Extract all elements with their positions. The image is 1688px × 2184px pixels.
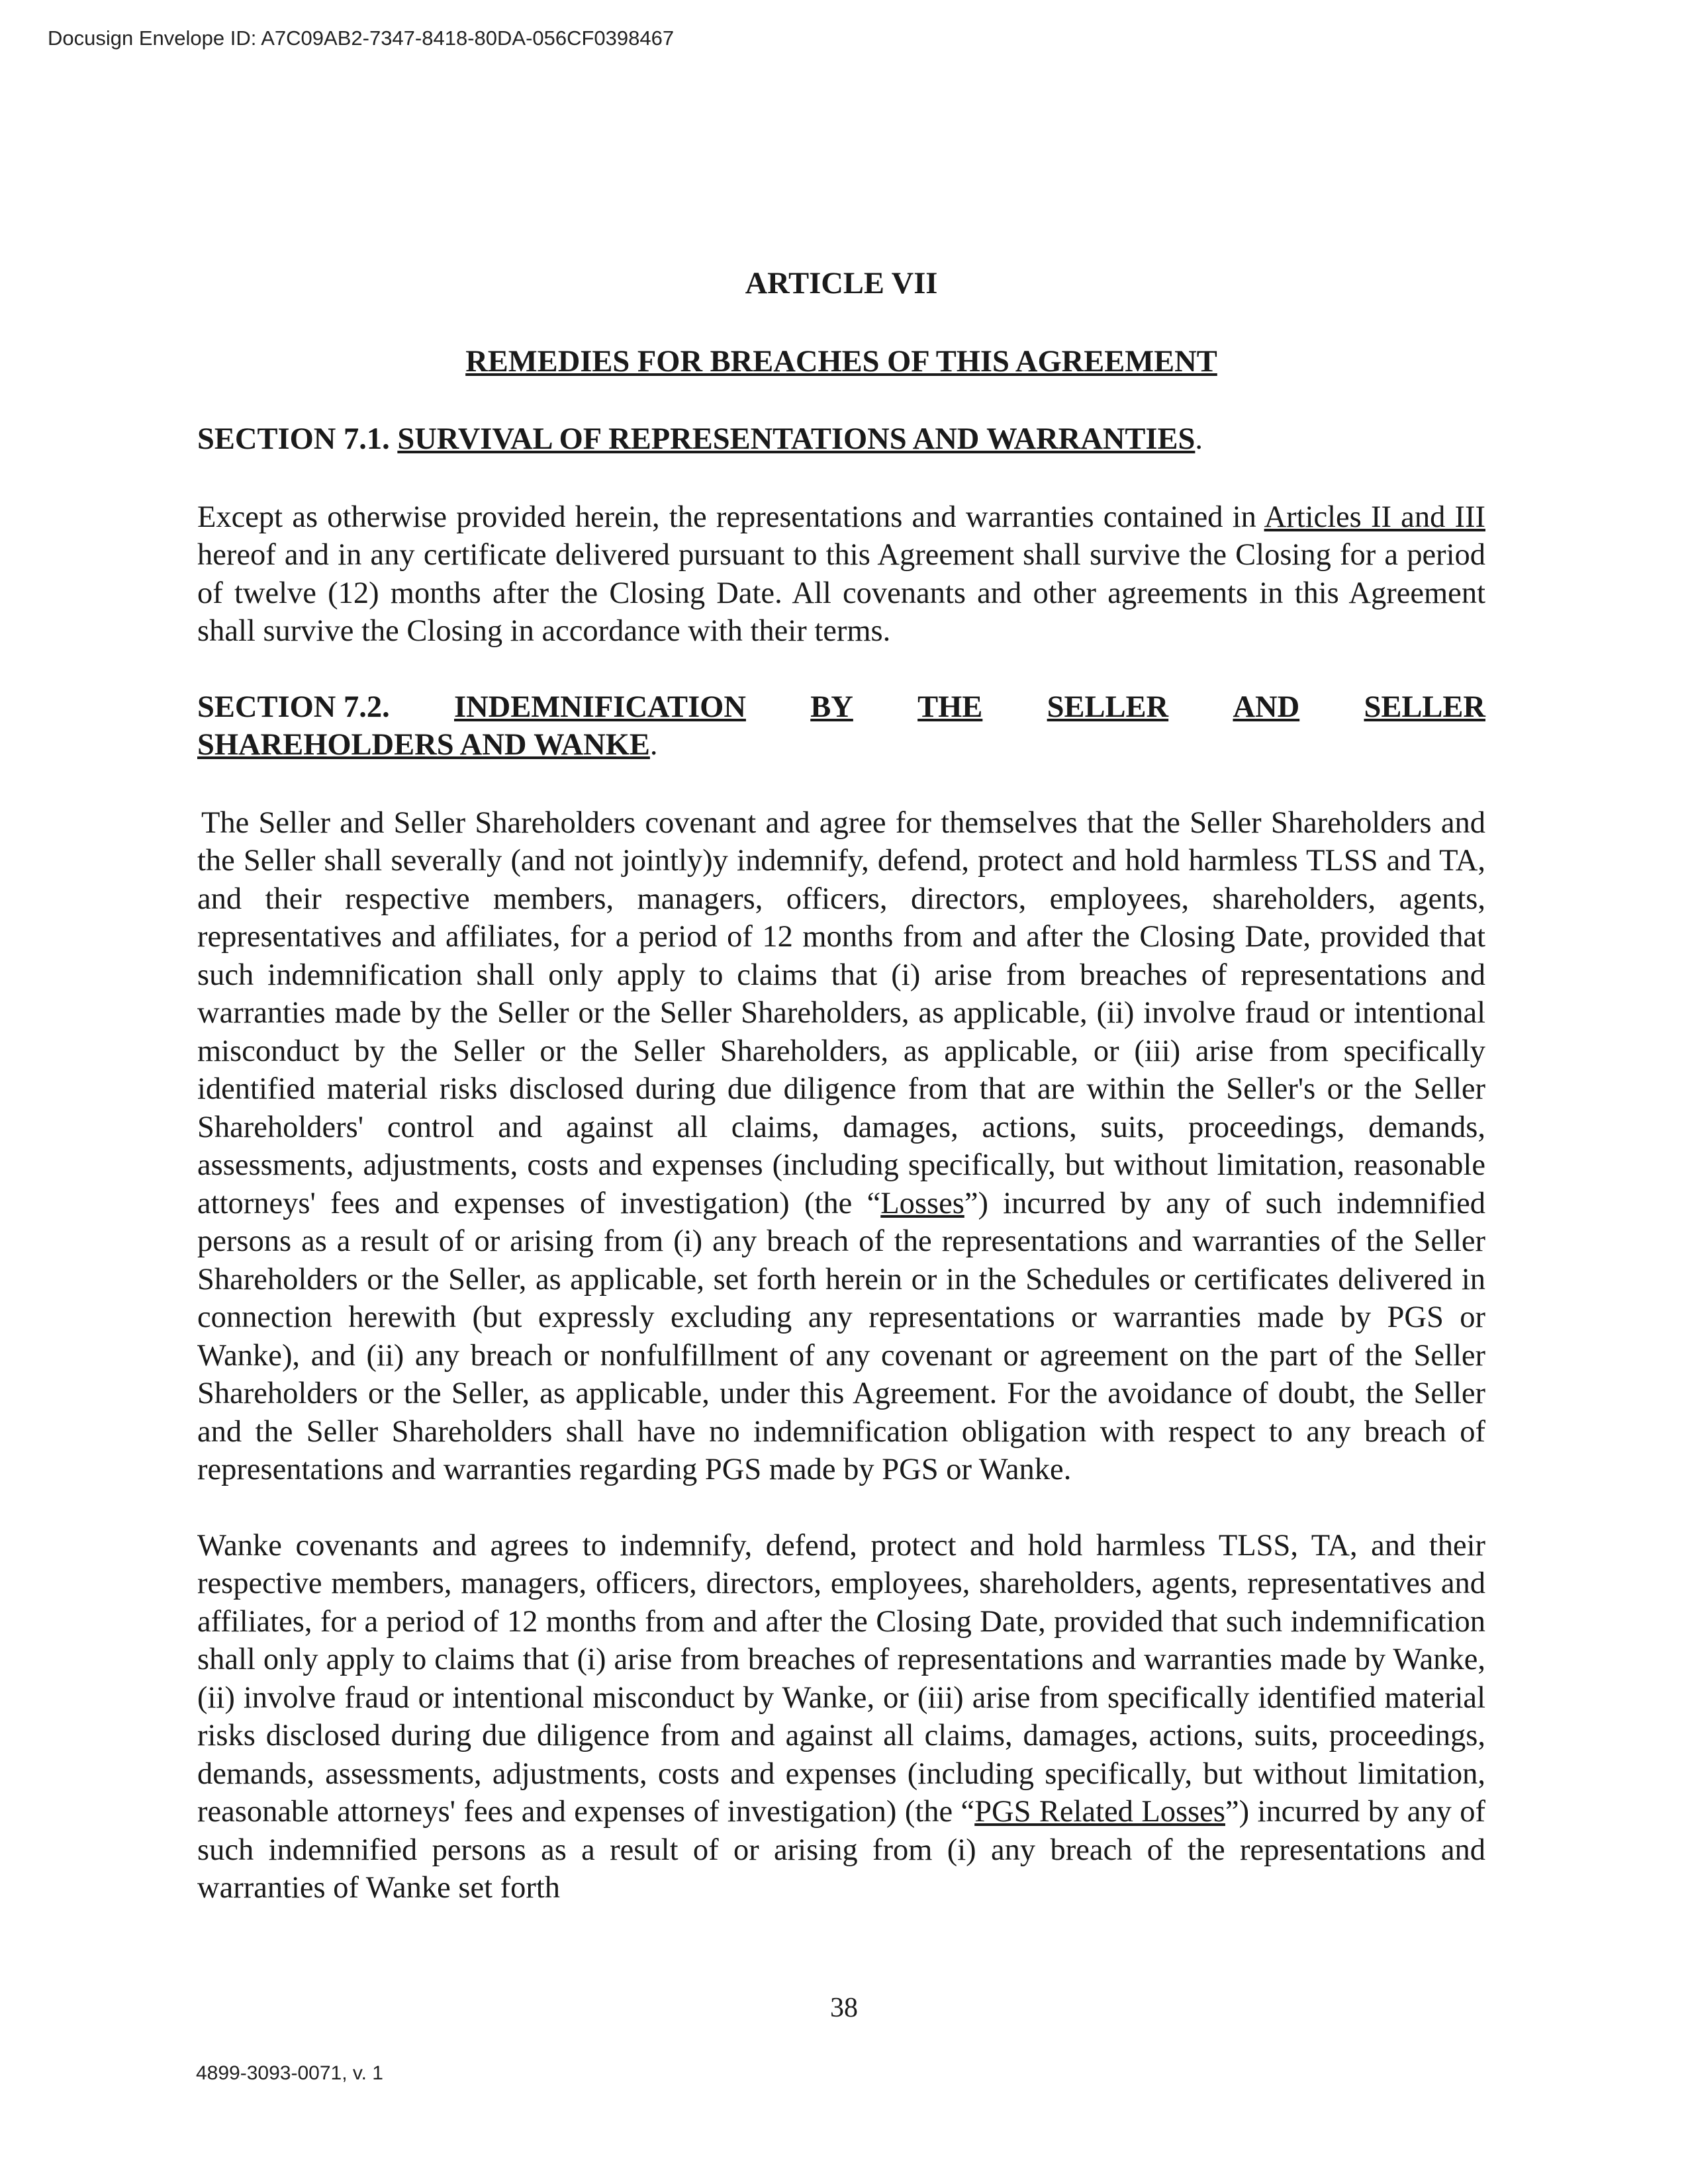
- section-7-2-period: .: [649, 728, 658, 762]
- section-7-1-paragraph: [197, 498, 1485, 651]
- section-7-1-title: SURVIVAL OF REPRESENTATIONS AND WARRANTIES: [397, 422, 1196, 456]
- losses-defined-term: Losses: [880, 1186, 964, 1220]
- section-7-2-title-line2: SHAREHOLDERS AND WANKE: [197, 728, 650, 762]
- section-7-2-title-word: AND: [1233, 690, 1300, 724]
- section-7-2-heading: [197, 688, 1485, 764]
- section-7-1-text-b: hereof and in any certificate delivered pursuant to this Agreement shall survive the Closing for a period of twelve (12) months after the Closing Date. All covenants and other agreements in this Agreement shall survive the Closing in accordance with their terms.: [197, 538, 1485, 648]
- article-title: ARTICLE VII: [745, 267, 938, 300]
- section-7-1-period: .: [1195, 422, 1203, 456]
- document-body: [197, 265, 1485, 1945]
- page-number: 38: [830, 1993, 858, 2023]
- section-7-2-p2-text-b: ”) incurred by any of such indemnified persons as a result of or arising from (i) any breach of the representations and warranties of Wanke set forth: [197, 1795, 1486, 1905]
- section-7-2-heading-line2: [197, 726, 1485, 764]
- section-7-2-title-word: THE: [917, 690, 983, 724]
- section-7-1-heading: [197, 420, 1485, 459]
- section-7-2-title-word: SELLER: [1047, 690, 1169, 724]
- section-7-1-number: SECTION 7.1.: [197, 422, 390, 456]
- section-7-2-p1-text-a: The Seller and Seller Shareholders covenant and agree for themselves that the Seller Shareholders and the Seller shall severally (and not jointly)y indemnify, defend, protect and hold harmless TLSS and TA, and their respective members, managers, officers, directors, employees, shareholders, agents, representatives and affiliates, for a period of 12 months from and after the Closing Date, provided that such indemnification shall only apply to claims that (i) arise from breaches of representations and warranties made by the Seller or the Seller Shareholders, as applicable, (ii) involve fraud or intentional misconduct by the Seller or the Seller Shareholders, as applicable, or (iii) arise from specifically identified material risks disclosed during due diligence from that are within the Seller's or the Seller Shareholders' control and against all claims, damages, actions, suits, proceedings, demands, assessments, adjustments, costs and expenses (including specifically, but without limitation, reasonable attorneys' fees and expenses of investigation) (the “: [197, 805, 1485, 1220]
- section-7-2-number: SECTION 7.2.: [197, 690, 390, 724]
- section-7-2-paragraph-1: [197, 804, 1485, 1489]
- article-subtitle: REMEDIES FOR BREACHES OF THIS AGREEMENT: [465, 344, 1217, 379]
- section-7-2-title-word: INDEMNIFICATION: [454, 690, 746, 724]
- section-7-2-p2-text-a: Wanke covenants and agrees to indemnify, defend, protect and hold harmless TLSS, TA, and their respective members, managers, officers, directors, employees, shareholders, agents, representatives and affiliates, for a period of 12 months from and after the Closing Date, provided that such indemnification shall only apply to claims that (i) arise from breaches of representations and warranties made by Wanke, (ii) involve fraud or intentional misconduct by Wanke, or (iii) arise from specifically identified material risks disclosed during due diligence from and against all claims, damages, actions, suits, proceedings, demands, assessments, adjustments, costs and expenses (including specifically, but without limitation, reasonable attorneys' fees and expenses of investigation) (the “: [197, 1528, 1485, 1829]
- envelope-id: Docusign Envelope ID: A7C09AB2-7347-8418-80DA-056CF0398467: [48, 26, 675, 50]
- section-7-2-heading-line1: [197, 688, 1485, 727]
- document-id: 4899-3093-0071, v. 1: [196, 2062, 383, 2084]
- section-7-2-paragraph-2: [197, 1527, 1485, 1907]
- pgs-related-losses-defined-term: PGS Related Losses: [974, 1795, 1225, 1829]
- section-7-2-p1-text-b: ”) incurred by any of such indemnified persons as a result of or arising from (i) any breach of the representations and warranties of the Seller Shareholders or the Seller, as applicable, set forth herein or in the Schedules or certificates delivered in connection herewith (but expressly excluding any representations or warranties made by PGS or Wanke), and (ii) any breach or nonfulfillment of any covenant or agreement on the part of the Seller Shareholders or the Seller, as applicable, under this Agreement. For the avoidance of doubt, the Seller and the Seller Shareholders shall have no indemnification obligation with respect to any breach of representations and warranties regarding PGS made by PGS or Wanke.: [197, 1186, 1485, 1486]
- section-7-1-text-a: Except as otherwise provided herein, the representations and warranties contained in: [197, 500, 1264, 534]
- articles-reference-link[interactable]: Articles II and III: [1264, 500, 1485, 534]
- section-7-2-title-word: BY: [810, 690, 853, 724]
- section-7-2-title-word: SELLER: [1364, 690, 1485, 724]
